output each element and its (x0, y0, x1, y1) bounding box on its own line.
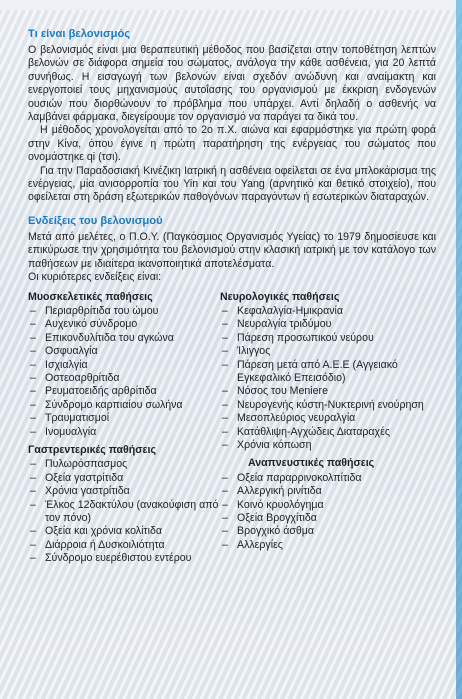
list-item: – Νευραλγία τριδύμου (220, 318, 436, 331)
respiratory-title: Αναπνευστικές παθήσεις (248, 457, 375, 470)
list-item: – Αυχενικό σύνδρομο (28, 318, 220, 331)
neuro-title: Νευρολογικές παθήσεις (220, 290, 340, 303)
indications-columns (28, 291, 436, 571)
list-item: – Μεσοπλεύριος νευραλγία (220, 412, 436, 425)
gastro-title: Γαστρεντερικές παθήσεις (28, 443, 156, 456)
musculoskeletal-list (28, 305, 220, 439)
paragraph-definition: Ο βελονισμός είναι μια θεραπευτική μέθοδος που βασίζεται στην τοποθέτηση λεπτών βελονών σε διάφορα σημεία του σώματος, ανάλογα την κάθε ασθένεια, για 20 λεπτά συνήθως. Η εισαγωγή των βελονών είναι σχεδόν ανώδυνη και αναίμακτη και ενεργοποιεί τους μηχανισμούς αυτοΐασης του οργανισμού με έκκριση ενδογενών ουσιών που διορθώνουν το πρόβλημα που υπάρχει. Αντί δηλαδή ο ασθενής να λαμβάνει φάρμακα, διεγείρουμε τον οργανισμό να παράγει τα δικά του. (28, 44, 436, 124)
list-item: – Οστεοαρθρίτιδα (28, 372, 220, 385)
list-item: – Κεφαλαλγία-Ημικρανία (220, 305, 436, 318)
list-item: – Ινομυαλγία (28, 426, 220, 439)
paragraph-tcm: Για την Παραδοσιακή Κινέζικη Ιατρική η ασθένεια οφείλεται σε ένα μπλοκάρισμα της ενέργειας, μία ανισορροπία του Yin και του Yang (αρνητικό και θετικό στοιχείο), που οφείλεται στη δράση εξωτερικών παθογόνων παραγόντων ή εσωτερικών διαταραχών. (28, 164, 436, 204)
list-item: – Πυλωρόσπασμος (28, 458, 220, 471)
list-item: – Οξεία Βρογχίτιδα (220, 512, 436, 525)
list-item: – Αλλεργική ρινίτιδα (220, 485, 436, 498)
left-column (28, 291, 220, 571)
list-item: – Οσφυαλγία (28, 345, 220, 358)
paragraph-who: Μετά από μελέτες, ο Π.Ο.Υ. (Παγκόσμιος Οργανισμός Υγείας) το 1979 δημοσίευσε και επικύρωσε την χρησιμότητα του βελονισμού στην κλασική ιατρική με τον κατάλογο των παθήσεων με ιδιαίτερα ικανοποιητικά αποτελέσματα. (28, 230, 436, 270)
respiratory-list (220, 472, 436, 552)
list-item: – Οξεία παραρρινοκολπίτιδα (220, 472, 436, 485)
list-item: – Σύνδρομο ευερέθιστου εντέρου (28, 552, 220, 565)
list-item: – Ρευματοειδής αρθρίτιδα (28, 385, 220, 398)
gastro-list (28, 458, 220, 565)
list-item: – Αλλεργίες (220, 539, 436, 552)
list-item: – Χρόνια κόπωση (220, 439, 436, 452)
right-column (220, 291, 436, 571)
list-item: – Πάρεση μετά από Α.Ε.Ε (Αγγειακό Εγκεφαλικό Επεισόδιο) (220, 359, 436, 386)
list-item: – Βρογχικό άσθμα (220, 525, 436, 538)
list-item: – Έλκος 12δακτύλου (ανακούφιση από τον πόνο) (28, 499, 220, 526)
list-item: – Διάρροια ή Δυσκοιλιότητα (28, 539, 220, 552)
list-item: – Οξεία γαστρίτιδα (28, 472, 220, 485)
top-stripe (0, 0, 462, 10)
list-item: – Νόσος του Meniere (220, 385, 436, 398)
list-item: – Πάρεση προσωπικού νεύρου (220, 332, 436, 345)
edge-band (456, 0, 462, 699)
section-title-indications: Ενδείξεις του βελονισμού (28, 214, 163, 227)
page-content (28, 27, 436, 571)
list-item: – Κατάθλιψη-Αγχώδεις Διαταραχές (220, 426, 436, 439)
neuro-list (220, 305, 436, 452)
list-item: – Οξεία και χρόνια κολίτιδα (28, 525, 220, 538)
list-item: – Ισχιαλγία (28, 359, 220, 372)
list-item: – Σύνδρομο καρπιαίου σωλήνα (28, 399, 220, 412)
list-item: – Χρόνια γαστρίτιδα (28, 485, 220, 498)
section-gap (28, 205, 436, 214)
section-title-what-is: Τι είναι βελονισμός (28, 28, 131, 40)
list-item: – Τραυματισμοί (28, 412, 220, 425)
paragraph-history: Η μέθοδος χρονολογείται από το 2ο π.Χ. αιώνα και εφαρμόστηκε για πρώτη φορά στην Κίνα, όπου έγινε η πρώτη παρατήρηση της ενέργειας του σώματος που ονομάστηκε qi (τσι). (28, 124, 436, 164)
list-item: – Επικονδυλίτιδα του αγκώνα (28, 332, 220, 345)
list-item: – Περιαρθρίτιδα του ώμου (28, 305, 220, 318)
indications-lead: Οι κυριότερες ενδείξεις είναι: (28, 271, 162, 284)
list-item: – Νευρογενής κύστη-Νυκτερινή ενούρηση (220, 399, 436, 412)
musculoskeletal-title: Μυοσκελετικές παθήσεις (28, 290, 153, 303)
list-item: – Ίλιγγος (220, 345, 436, 358)
list-item: – Κοινό κρυολόγημα (220, 499, 436, 512)
